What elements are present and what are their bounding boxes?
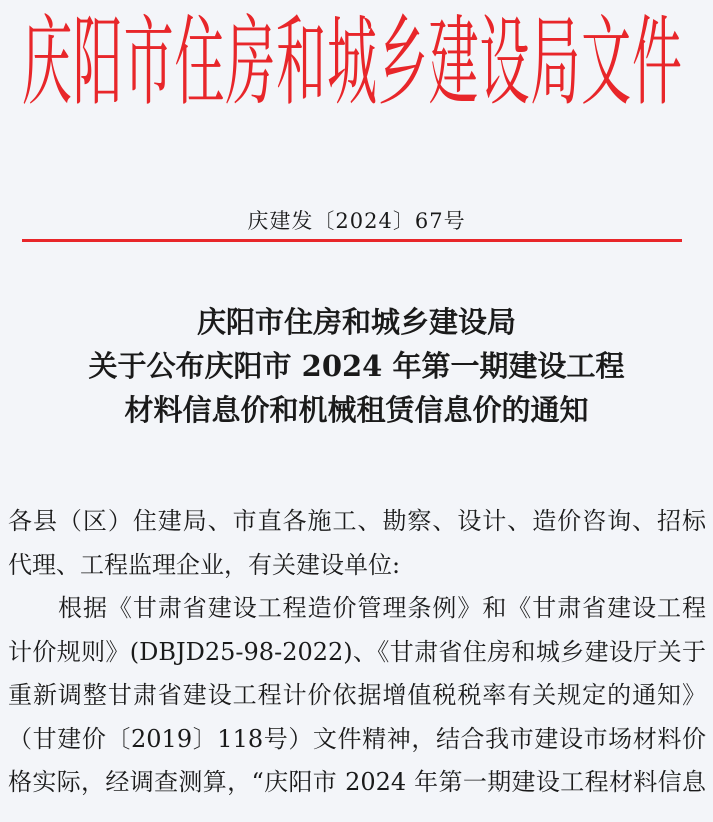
title-line: 关于公布庆阳市 2024 年第一期建设工程 [88,349,625,383]
title-line: 庆阳市住房和城乡建设局 [196,305,516,339]
masthead-text: 庆阳市住房和城乡建设局文件 [22,6,682,120]
masthead-title [22,6,682,120]
body-line: 根据《甘肃省建设工程造价管理条例》和《甘肃省建设工程 [58,594,706,622]
notice-title [0,300,713,432]
body-line: 重新调整甘肃省建设工程计价依据增值税税率有关规定的通知》 [8,681,706,709]
body-line: 计价规则》(DBJD25-98-2022)、《甘肃省住房和城乡建设厅关于 [8,637,706,666]
document-number: 庆建发〔2024〕67号 [247,209,466,233]
body-line: 格实际，经调查测算，“庆阳市 2024 年第一期建设工程材料信息 [8,768,706,796]
body-line: 各县（区）住建局、市直各施工、勘察、设计、造价咨询、招标 [8,507,706,535]
title-line: 材料信息价和机械租赁信息价的通知 [124,393,589,427]
body-line: 代理、工程监理企业，有关建设单位: [8,550,401,579]
red-divider [22,239,682,242]
body-line: （甘建价〔2019〕118号）文件精神，结合我市建设市场材料价 [8,724,706,753]
body-text [8,500,706,805]
